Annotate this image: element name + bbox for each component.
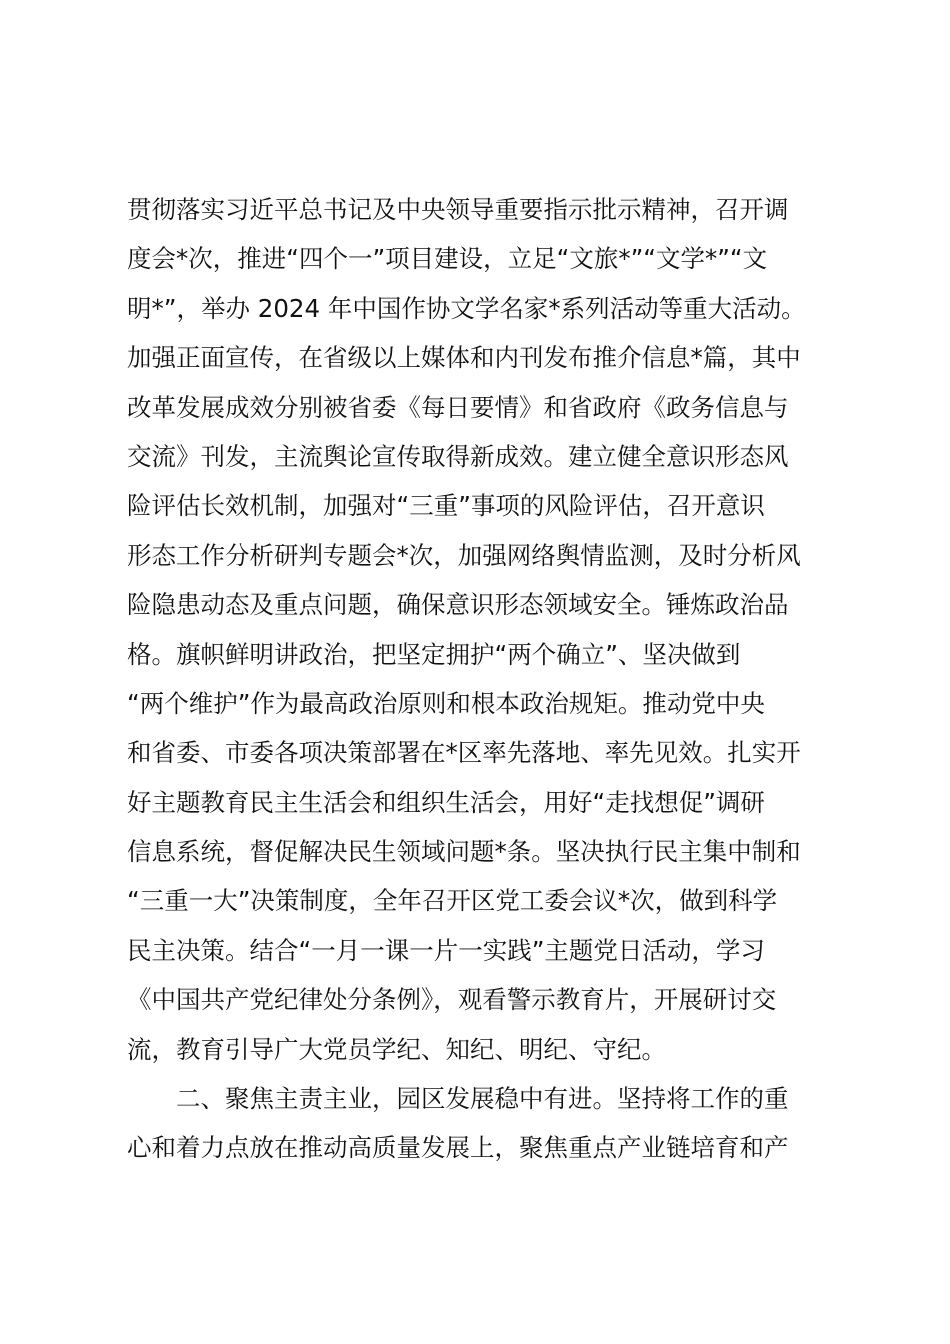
text-line: 流，教育引导广大党员学纪、知纪、明纪、守纪。 [127,1034,666,1064]
text-line: 格。旗帜鲜明讲政治，把坚定拥护“两个确立”、坚决做到 [127,639,741,669]
text-line: 贯彻落实习近平总书记及中央领导重要指示批示精神，召开调 [127,195,789,224]
text-line: 度会*次，推进“四个一”项目建设，立足“文旅*”“文学*”“文 [127,244,768,274]
text-line: 改革发展成效分别被省委《每日要情》和省政府《政务信息与 [127,392,789,422]
text-line: “两个维护”作为最高政治原则和根本政治规矩。推动党中央 [127,688,765,718]
document-body [127,185,847,1173]
text-line: “三重一大”决策制度，全年召开区党工委会议*次，做到科学 [127,886,778,916]
text-line: 明*”，举办 2024 年中国作协文学名家*系列活动等重大活动。 [127,293,806,323]
section-heading-line: 二、聚焦主责主业，园区发展稳中有进。坚持将工作的重 [176,1084,789,1114]
text-line: 好主题教育民主生活会和组织生活会，用好“走找想促”调研 [127,787,765,817]
text-line: 信息系统，督促解决民生领域问题*条。坚决执行民主集中制和 [127,837,801,867]
text-line: 交流》刊发，主流舆论宣传取得新成效。建立健全意识形态风 [127,441,789,471]
text-line: 《中国共产党纪律处分条例》，观看警示教育片，开展研讨交 [127,985,777,1015]
text-line: 民主决策。结合“一月一课一片一实践”主题党日活动，学习 [127,935,765,965]
text-line: 险评估长效机制，加强对“三重”事项的风险评估，召开意识 [127,491,765,521]
text-line: 形态工作分析研判专题会*次，加强网络舆情监测，及时分析风 [127,540,801,570]
text-line: 和省委、市委各项决策部署在*区率先落地、率先见效。扎实开 [127,738,801,768]
text-line: 险隐患动态及重点问题，确保意识形态领域安全。锤炼政治品 [127,590,789,620]
text-line: 心和着力点放在推动高质量发展上，聚焦重点产业链培育和产 [127,1133,789,1163]
text-line: 加强正面宣传，在省级以上媒体和内刊发布推介信息*篇，其中 [127,343,801,373]
